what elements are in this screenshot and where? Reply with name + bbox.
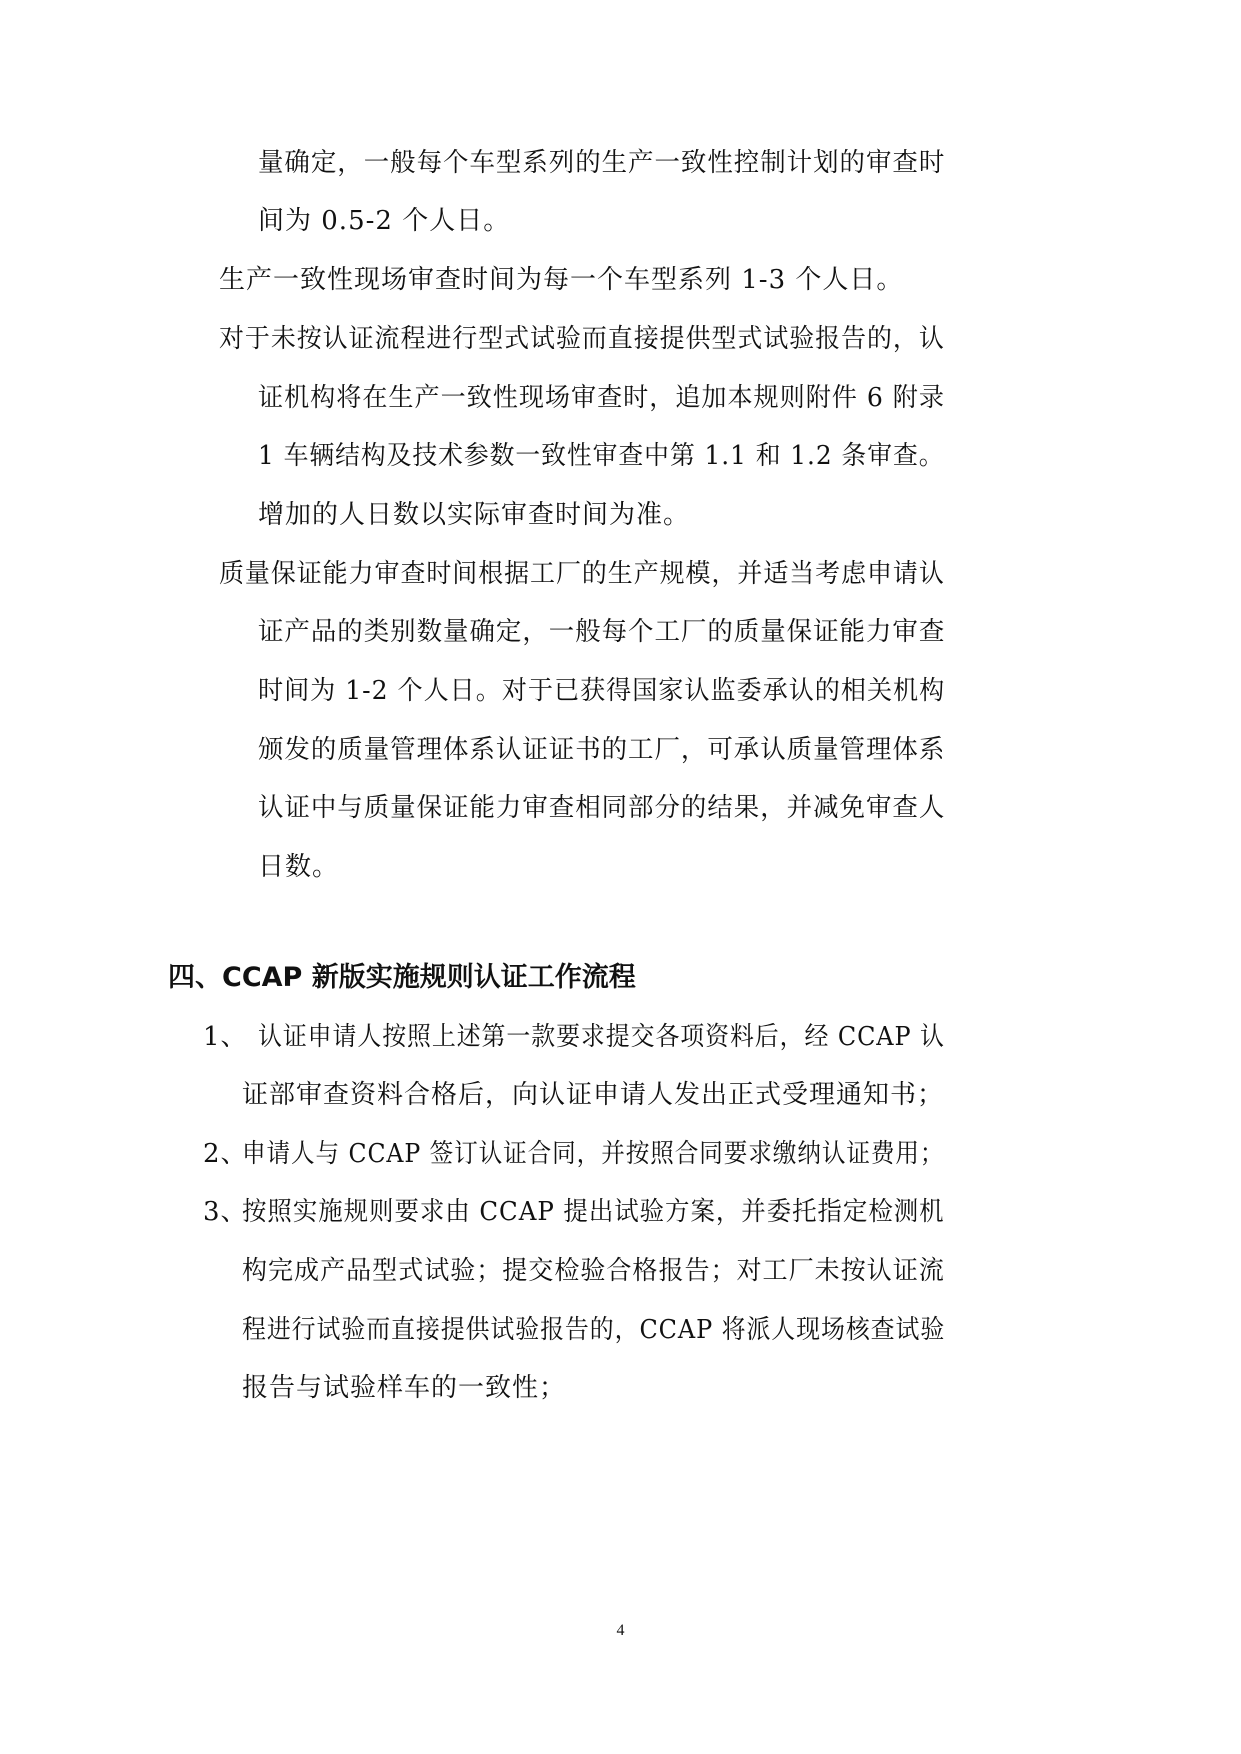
para3-line-1: 对于未按认证流程进行型式试验而直接提供型式试验报告的，认: [219, 324, 945, 354]
item-1-line-2: 证部审查资料合格后，向认证申请人发出正式受理通知书；: [242, 1080, 945, 1110]
para3-line-4: 增加的人日数以实际审查时间为准。: [258, 500, 691, 530]
para4-line-1: 质量保证能力审查时间根据工厂的生产规模，并适当考虑申请认: [219, 559, 945, 589]
page-number: 4: [616, 1622, 625, 1639]
item-1-number: 1、: [203, 1022, 248, 1052]
section-heading: 四、CCAP 新版实施规则认证工作流程: [168, 962, 636, 993]
item-3-line-1: 按照实施规则要求由 CCAP 提出试验方案，并委托指定检测机: [242, 1197, 945, 1227]
para3-line-2: 证机构将在生产一致性现场审查时，追加本规则附件 6 附录: [258, 383, 945, 413]
item-2-number: 2、: [203, 1139, 248, 1169]
para4-line-5: 认证中与质量保证能力审查相同部分的结果，并减免审查人: [258, 793, 946, 823]
item-3-line-4: 报告与试验样车的一致性；: [242, 1373, 567, 1403]
item-3-line-2: 构完成产品型式试验；提交检验合格报告；对工厂未按认证流: [242, 1256, 945, 1286]
item-3-number: 3、: [203, 1197, 248, 1227]
para4-line-4: 颁发的质量管理体系认证证书的工厂，可承认质量管理体系: [258, 735, 946, 765]
para3-line-3: 1 车辆结构及技术参数一致性审查中第 1.1 和 1.2 条审查。: [258, 441, 945, 471]
para4-line-3: 时间为 1-2 个人日。对于已获得国家认监委承认的相关机构: [258, 676, 946, 706]
item-1-line-1: 认证申请人按照上述第一款要求提交各项资料后，经 CCAP 认: [258, 1022, 945, 1052]
para4-line-2: 证产品的类别数量确定，一般每个工厂的质量保证能力审查: [258, 617, 946, 647]
item-3-line-3: 程进行试验而直接提供试验报告的，CCAP 将派人现场核查试验: [242, 1315, 946, 1345]
item-2-line-1: 申请人与 CCAP 签订认证合同，并按照合同要求缴纳认证费用；: [242, 1139, 945, 1169]
para1-line-2: 间为 0.5-2 个人日。: [258, 206, 511, 236]
para1-line-1: 量确定，一般每个车型系列的生产一致性控制计划的审查时: [258, 148, 946, 178]
para4-line-6: 日数。: [258, 852, 340, 882]
para2-line-1: 生产一致性现场审查时间为每一个车型系列 1-3 个人日。: [219, 265, 904, 295]
